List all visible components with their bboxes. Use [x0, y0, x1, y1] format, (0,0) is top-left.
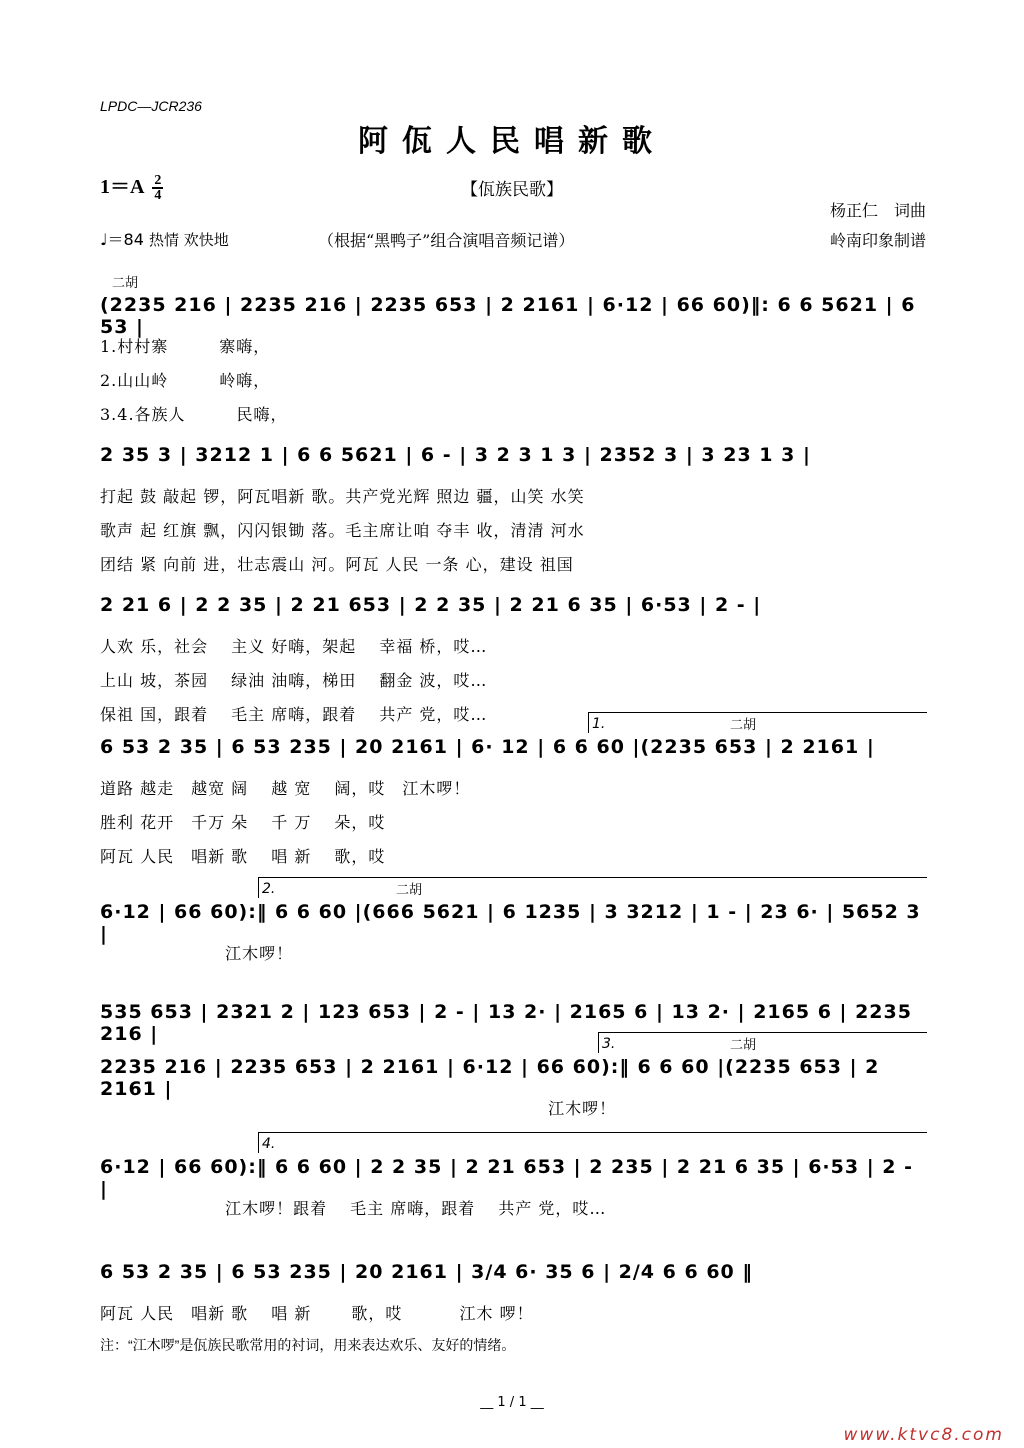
lyric-line: 上山 坡，茶园 绿油 油嗨，梯田 翻金 波，哎… [100, 671, 488, 690]
notation-line: 2 35 3 | 3212 1 | 6 6 5621 | 6 - | 3 2 3 1 3 | 2352 3 | 3 23 1 3 | [100, 444, 811, 466]
lyric-line: 3.4.各族人 民嗨， [100, 405, 288, 424]
volta-bracket [598, 1032, 927, 1053]
notation-line: 6 53 2 35 | 6 53 235 | 20 2161 | 6· 12 | 6 6 60 |(2235 653 | 2 2161 | [100, 736, 875, 758]
lyric-line: 江木啰！ [100, 1099, 617, 1118]
score-code: LPDC—JCR236 [100, 98, 202, 114]
notation-line: 6·12 | 66 60):‖ 6 6 60 |(666 5621 | 6 1235 | 3 3212 | 1 - | 23 6· | 5652 3 | [100, 901, 921, 945]
meter-numerator: 2 [154, 173, 162, 189]
lyric-line: 2.山山岭 岭嗨， [100, 371, 271, 390]
lyric-line: 胜利 花开 千万 朵 千 万 朵，哎 [100, 813, 386, 832]
instrument-label: 二胡 [730, 718, 757, 733]
page-title: 阿佤人民唱新歌 [358, 124, 666, 159]
lyric-line: 阿瓦 人民 唱新 歌 唱 新 歌，哎 江木 啰！ [100, 1304, 534, 1323]
lyric-line: 道路 越走 越宽 阔 越 宽 阔，哎 江木啰！ [100, 779, 471, 798]
lyric-line: 团结 紧 向前 进，壮志震山 河。阿瓦 人民 一条 心，建设 祖国 [100, 555, 574, 574]
volta-bracket [258, 1132, 927, 1153]
volta-number: 3. [602, 1036, 616, 1052]
source-note: （根据“黑鸭子”组合演唱音频记谱） [318, 231, 575, 250]
volta-number: 1. [592, 716, 606, 732]
notation-line: 6 53 2 35 | 6 53 235 | 20 2161 | 3/4 6· 35 6 | 2/4 6 6 60 ‖ [100, 1261, 753, 1283]
tempo-description: 热情 欢快地 [149, 231, 229, 249]
lyric-line: 江木啰！ [100, 944, 294, 963]
genre-label: 【佤族民歌】 [461, 180, 563, 200]
footnote: 注：“江木啰”是佤族民歌常用的衬词，用来表达欢乐、友好的情绪。 [100, 1337, 516, 1353]
notation-line: 2 21 6 | 2 2 35 | 2 21 653 | 2 2 35 | 2 21 6 35 | 6·53 | 2 - | [100, 594, 762, 616]
instrument-label: 二胡 [112, 276, 139, 291]
tempo-marking [100, 227, 229, 250]
lyric-line: 保祖 国，跟着 毛主 席嗨，跟着 共产 党，哎… [100, 705, 488, 724]
volta-number: 4. [262, 1136, 276, 1152]
notation-line: 2235 216 | 2235 653 | 2 2161 | 6·12 | 66 60):‖ 6 6 60 |(2235 653 | 2 2161 | [100, 1056, 880, 1100]
lyric-line: 1.村村寨 寨嗨， [100, 337, 271, 356]
notation-line: (2235 216 | 2235 216 | 2235 653 | 2 2161 | 6·12 | 66 60)‖: 6 6 5621 | 6 53 | [100, 294, 916, 338]
volta-bracket [258, 877, 927, 898]
maker-credit: 岭南印象制谱 [829, 231, 926, 250]
tempo-value: ♩＝84 [100, 230, 144, 249]
key-label: 1＝A [100, 176, 144, 198]
lyric-line: 打起 鼓 敲起 锣，阿瓦唱新 歌。共产党光辉 照边 疆，山笑 水笑 [100, 487, 585, 506]
volta-bracket [588, 712, 927, 733]
notation-line: 6·12 | 66 60):‖ 6 6 60 | 2 2 35 | 2 21 653 | 2 235 | 2 21 6 35 | 6·53 | 2 - | [100, 1156, 913, 1200]
volta-number: 2. [262, 881, 276, 897]
page-number: __ 1 / 1 __ [480, 1395, 544, 1410]
author-credit: 杨正仁 词曲 [829, 201, 926, 220]
lyric-line: 歌声 起 红旗 飘，闪闪银锄 落。毛主席让咱 夺丰 收，清清 河水 [100, 521, 585, 540]
watermark: www.ktvc8.com [843, 1425, 1004, 1445]
instrument-label: 二胡 [730, 1038, 757, 1053]
instrument-label: 二胡 [396, 883, 423, 898]
lyric-line: 人欢 乐，社会 主义 好嗨，架起 幸福 桥，哎… [100, 637, 488, 656]
lyric-line: 江木啰！跟着 毛主 席嗨，跟着 共产 党，哎… [100, 1199, 607, 1218]
lyric-line: 阿瓦 人民 唱新 歌 唱 新 歌，哎 [100, 847, 386, 866]
meter-denominator: 4 [154, 188, 162, 204]
notation-line: 535 653 | 2321 2 | 123 653 | 2 - | 13 2· | 2165 6 | 13 2· | 2165 6 | 2235 216 | [100, 1001, 912, 1045]
